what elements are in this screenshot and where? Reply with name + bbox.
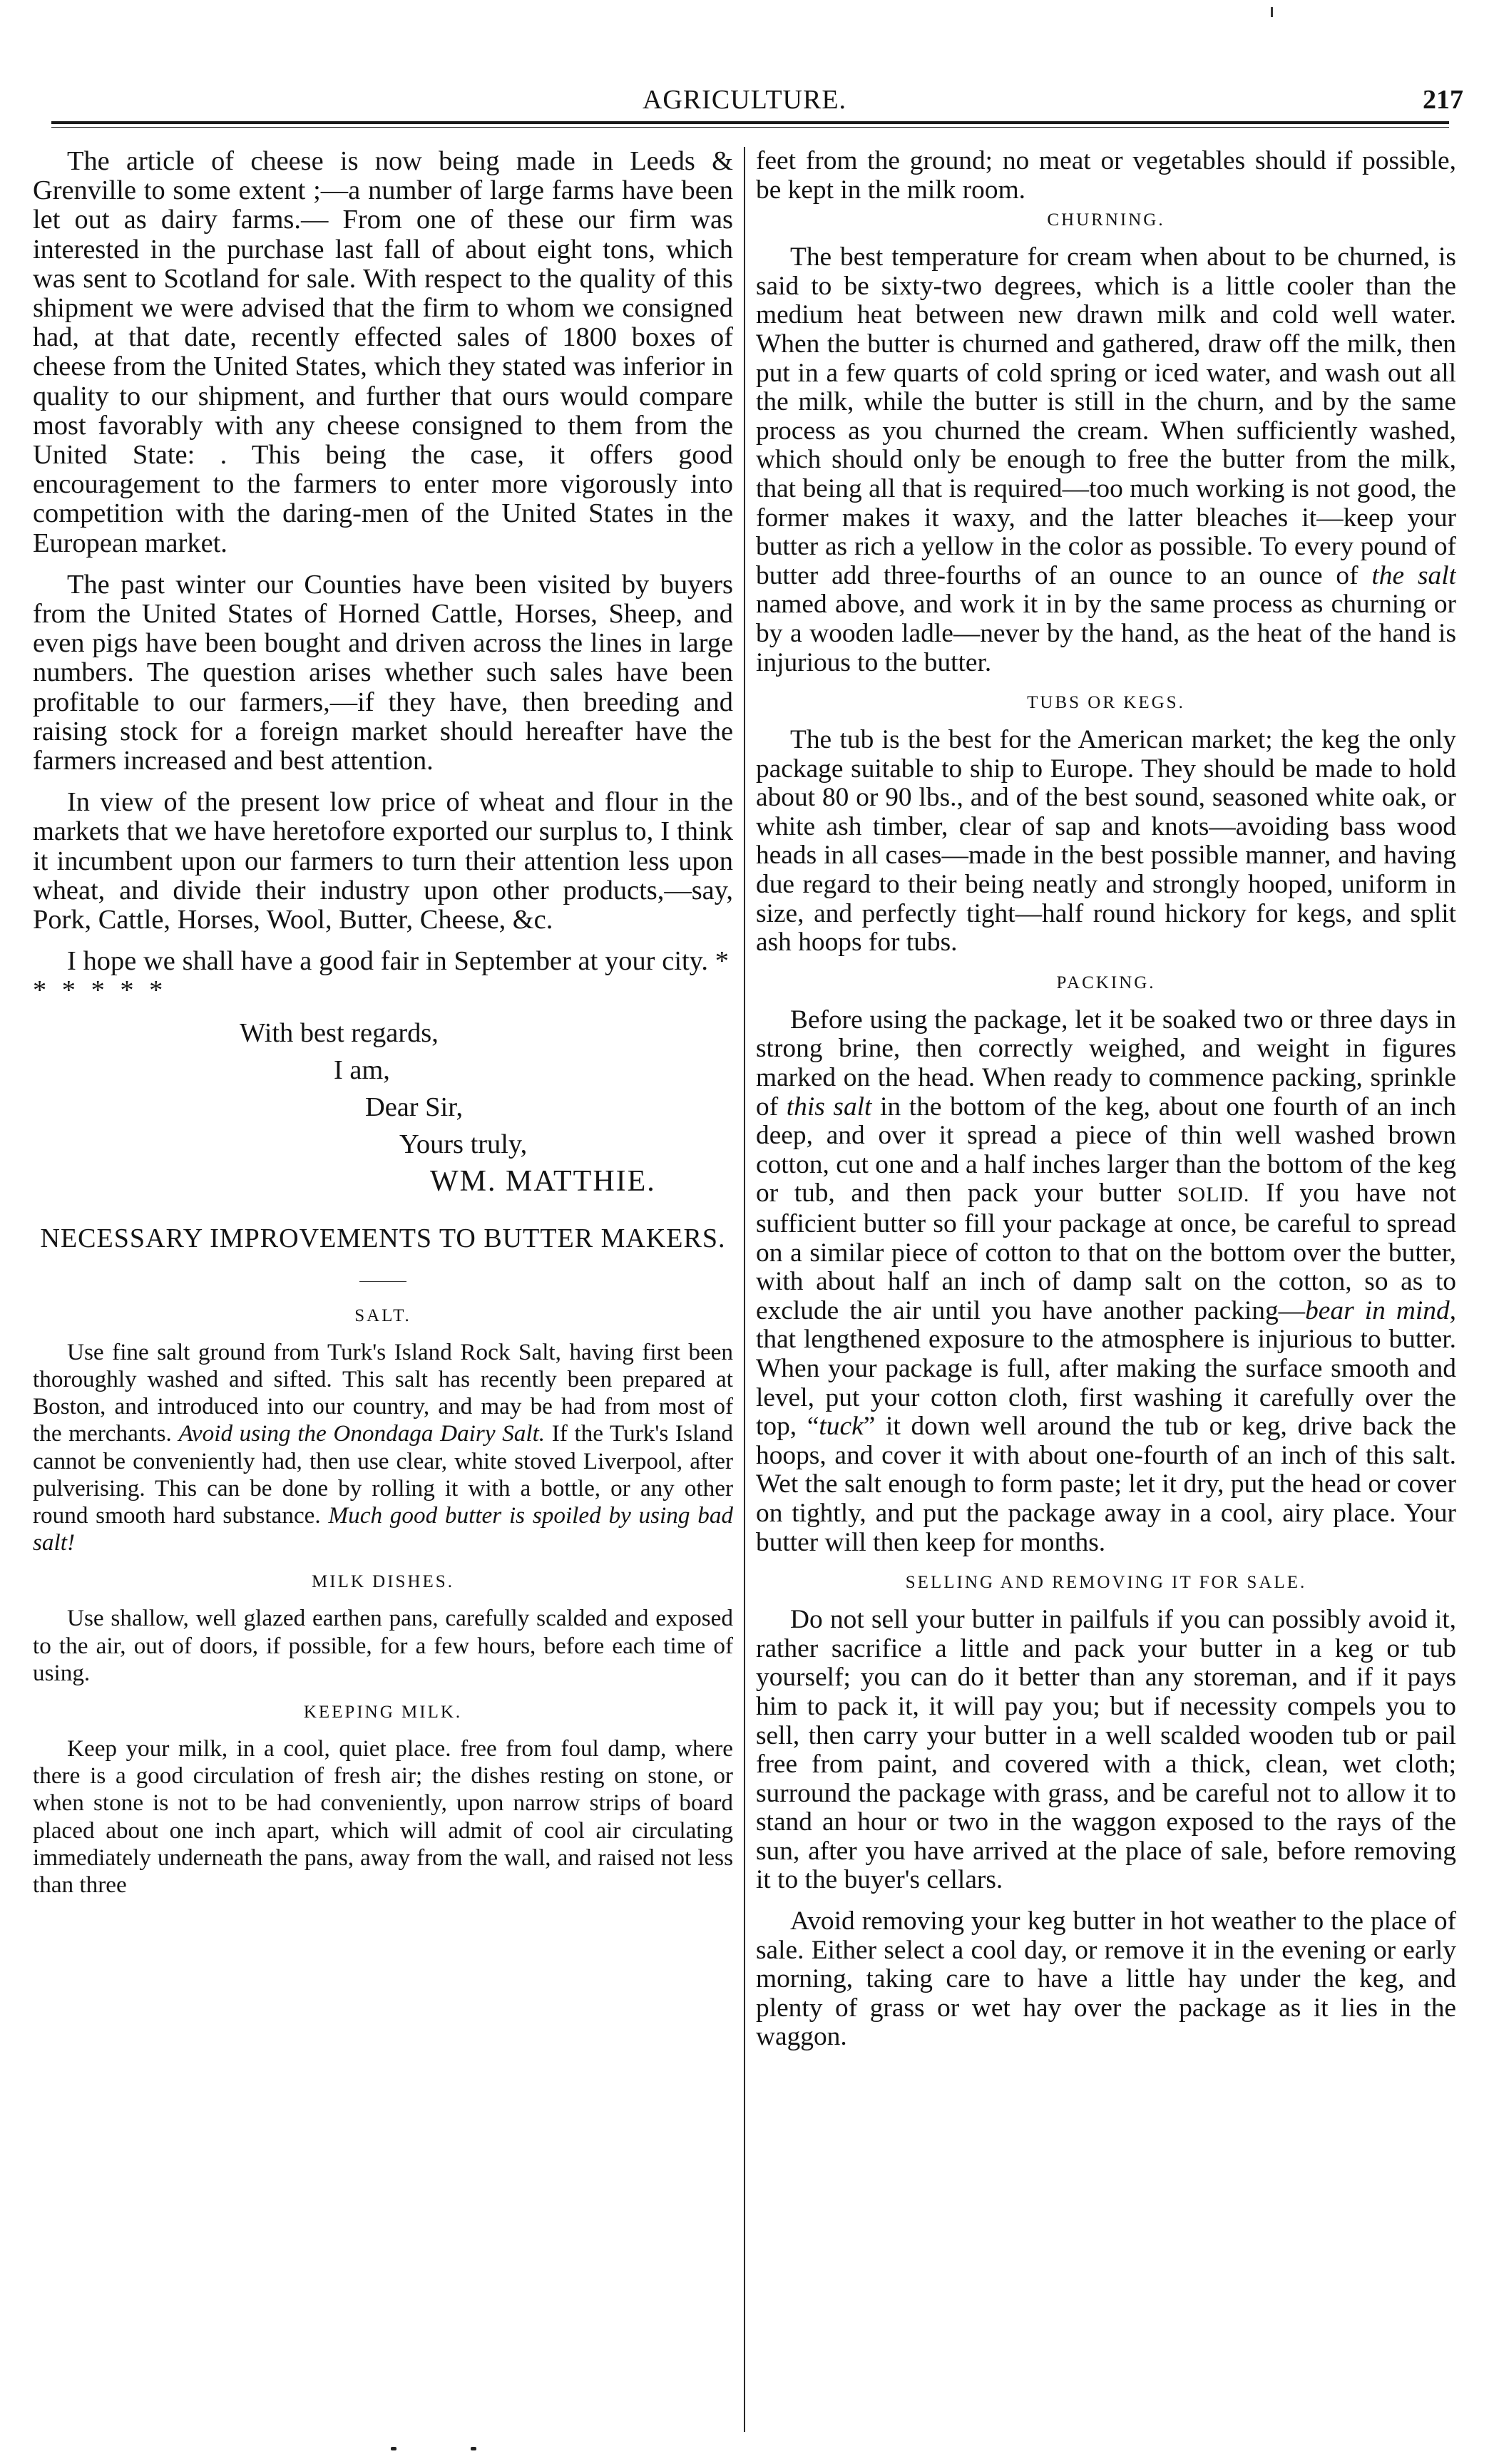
page-number: 217 xyxy=(1423,85,1463,115)
letter-paragraph-fair xyxy=(33,947,733,1005)
letter-paragraph-buyers: The past winter our Counties have been visited by buyers from the United States of Horned Cattle, Horses, Sheep, and even pigs have been bought and driven across the lines in large numbers. The question arises whether such sales have been profitable to our farmers,—if they have, then breeding and raising stock for a foreign market should hereafter have the farmers increased and best attention. xyxy=(33,569,733,776)
article-title: NECESSARY IMPROVEMENTS TO BUTTER MAKERS. xyxy=(40,1223,726,1253)
churning-text-a: The best temperature for cream when about to be churned, is said to be sixty-two degrees, which is a little cooler than the medium heat between new drawn milk and cold well water. When the butter is churned and gathered, draw off the milk, then put in a few quarts of cold spring or iced water, and wash out all the milk, while the butter is still in the churn, and by the same process as you churned the cream. When sufficiently washed, which should only be enough to free the butter from the milk, that being all that is required—too much working is not good, the former makes it waxy, and the latter bleaches it—keep your butter as rich a yellow in the color as possible. To every pound of butter add three-fourths of an ounce to an ounce of xyxy=(756,242,1456,590)
left-column xyxy=(33,147,733,2435)
running-head-title: AGRICULTURE. xyxy=(642,85,847,115)
header-rule-thin xyxy=(51,127,1449,128)
section-heading-tubs: TUBS OR KEGS. xyxy=(1027,693,1185,713)
section-text-tubs: The tub is the best for the American market; the keg the only package suitable to ship to Europe. They should be made to hold about 80 or 90 lbs., and of the best sound, seasoned white oak, or white ash timber, clear of sap and knots—avoiding bass wood heads in all cases—made in the best possible manner, and having due regard to their being neatly and strongly hooped, uniform in size, and perfectly tight—half round hickory for kegs, and split ash hoops for tubs. xyxy=(756,725,1456,958)
packing-text-e: If you have not sufficient butter so fill your package at once, be careful to spread on a similar piece of cotton to that on the bottom over the butter, with about half an inch of damp salt on the cotton, so as to exclude the air until you have another packing— xyxy=(756,1179,1456,1325)
title-divider xyxy=(359,1281,406,1282)
closing-yours-truly: Yours truly, xyxy=(399,1129,528,1159)
section-heading-packing: PACKING. xyxy=(1056,972,1156,992)
header-rule-thick xyxy=(51,121,1449,124)
salt-warning-italic: Avoid using the Onondaga Dairy Salt. xyxy=(178,1420,546,1447)
packing-text-i: ” it down well around the tub or keg, drive back the hoops, and cover it with about one-fourth of an inch of this salt. Wet the salt enough to form paste; let it dry, put the head or cover on tightly, and put the package away in a cool, airy place. Your butter will then keep for months. xyxy=(756,1412,1456,1557)
print-speck xyxy=(391,2447,396,2450)
section-heading-selling: SELLING AND REMOVING IT FOR SALE. xyxy=(905,1573,1307,1593)
section-heading-keeping-milk: KEEPING MILK. xyxy=(303,1702,463,1722)
packing-text-c: in the bottom of the keg, about one fourth of an inch deep, and over it spread a piece of thin well washed brown cotton, cut one and a half inches larger than the bottom of the keg or tub, and then pack your butter xyxy=(756,1092,1456,1208)
packing-italic-bear-in-mind: bear in mind, xyxy=(1305,1295,1456,1325)
closing-regards: With best regards, xyxy=(240,1017,439,1048)
section-heading-churning: CHURNING. xyxy=(1047,210,1165,230)
section-heading-milk-dishes: MILK DISHES. xyxy=(312,1572,454,1592)
section-text-selling-2: Avoid removing your keg butter in hot weather to the place of sale. Either select a cool day, or remove it in the evening or early morning, taking care to have a little hay under the keg, and plenty of grass or wet hay over the package as it lies in the waggon. xyxy=(756,1906,1456,2052)
letter-paragraph-wheat: In view of the present low price of wheat and flour in the markets that we have heretofore exported our surplus to, I think it incumbent upon our farmers to turn their attention less upon wheat, and divide their industry upon other products,—say, Pork, Cattle, Horses, Wool, Butter, Cheese, &c. xyxy=(33,787,733,935)
packing-italic-tuck: tuck xyxy=(819,1412,864,1442)
salt-text-a: Use fine salt ground from Turk's Island Rock Salt, having first been thoroughly washed and sifted. This salt has recently been prepared at Boston, and introduced into our country, and may be had from most of the merchants. xyxy=(33,1338,733,1447)
closing-i-am: I am, xyxy=(334,1054,390,1085)
churning-text-c: named above, and work it in by the same process as churning or by a wooden ladle—never by the hand, as the heat of the hand is injurious to the butter. xyxy=(756,590,1456,677)
section-text-keeping-milk: Keep your milk, in a cool, quiet place. free from foul damp, where there is a good circulation of fresh air; the dishes resting on stone, or when stone is not to be had conveniently, upon narrow strips of board placed about one inch apart, which will admit of cool air circulating immediately underneath the pans, away from the wall, and raised not less than three xyxy=(33,1735,733,1898)
letter-paragraph-cheese: The article of cheese is now being made in Leeds & Grenville to some extent ;—a number of large farms have been let out as dairy farms.— From one of these our firm was interested in the purchase last fall of about eight tons, which was sent to Scotland for sale. With respect to the quality of this shipment we were advised that the firm to whom we consigned had, at that date, recently effected sales of 1800 boxes of cheese from the United States, which they stated was inferior in quality to our shipment, and further that ours would compare most favorably with any cheese consigned to them from the United State: . This being the case, it offers good encouragement to the farmers to enter more vigorously into competition with the daring-men of the United States in the European market. xyxy=(33,147,733,558)
churning-italic: the salt xyxy=(1371,560,1456,590)
fair-text: I hope we shall have a good fair in September at your city. xyxy=(67,946,708,977)
section-text-selling-1: Do not sell your butter in pailfuls if you can possibly avoid it, rather sacrifice a little and pack your butter in a keg or tub yourself; you can do it better than any storeman, and if it pays him to pack it, it will pay you; but if necessity compels you to sell, then carry your butter in a well scalded wooden tub or pail free from paint, and covered with a thick, clean, wet cloth; surround the package with grass, and be careful not to allow it to stand an hour or two in the waggon exposed to the rays of the sun, after you have arrived at the place of sale, before removing it to the buyer's cellars. xyxy=(756,1605,1456,1895)
print-speck xyxy=(471,2447,476,2450)
closing-dear-sir: Dear Sir, xyxy=(365,1092,464,1122)
column-divider xyxy=(744,147,745,2432)
continued-text: feet from the ground; no meat or vegetables should if possible, be kept in the milk room. xyxy=(756,147,1456,205)
section-text-salt xyxy=(33,1339,733,1557)
packing-text-a: Before using the package, let it be soaked two or three days in strong brine, then correctly weighed, and weight in figures marked on the head. When ready to commence packing, sprinkle of xyxy=(756,1005,1456,1121)
right-column xyxy=(756,147,1456,2435)
section-text-milk-dishes: Use shallow, well glazed earthen pans, carefully scalded and exposed to the air, out of doors, if possible, for a few hours, before each time of using. xyxy=(33,1605,733,1686)
print-mark xyxy=(1271,7,1273,17)
ornament-asterisks: * * * * * * xyxy=(33,946,733,1006)
section-heading-salt: SALT. xyxy=(354,1305,411,1325)
packing-solid: SOLID. xyxy=(1177,1183,1250,1207)
packing-text-g: that lengthened exposure to the atmosphere is injurious to butter. When your package is full, after making the surface smooth and level, put your cotton cloth, first washing it carefully over the top, “ xyxy=(756,1325,1456,1442)
signature: WM. MATTHIE. xyxy=(430,1164,656,1198)
salt-closing-italic: Much good butter is spoiled by using bad salt! xyxy=(33,1502,733,1556)
section-text-packing xyxy=(756,1006,1456,1557)
salt-text-c: If the Turk's Island cannot be conveniently had, then use clear, white stoved Liverpool, after pulverising. This can be done by rolling it with a bottle, or any other round smooth hard substance. xyxy=(33,1420,733,1529)
section-text-churning xyxy=(756,243,1456,677)
packing-italic-salt: this salt xyxy=(786,1092,872,1121)
